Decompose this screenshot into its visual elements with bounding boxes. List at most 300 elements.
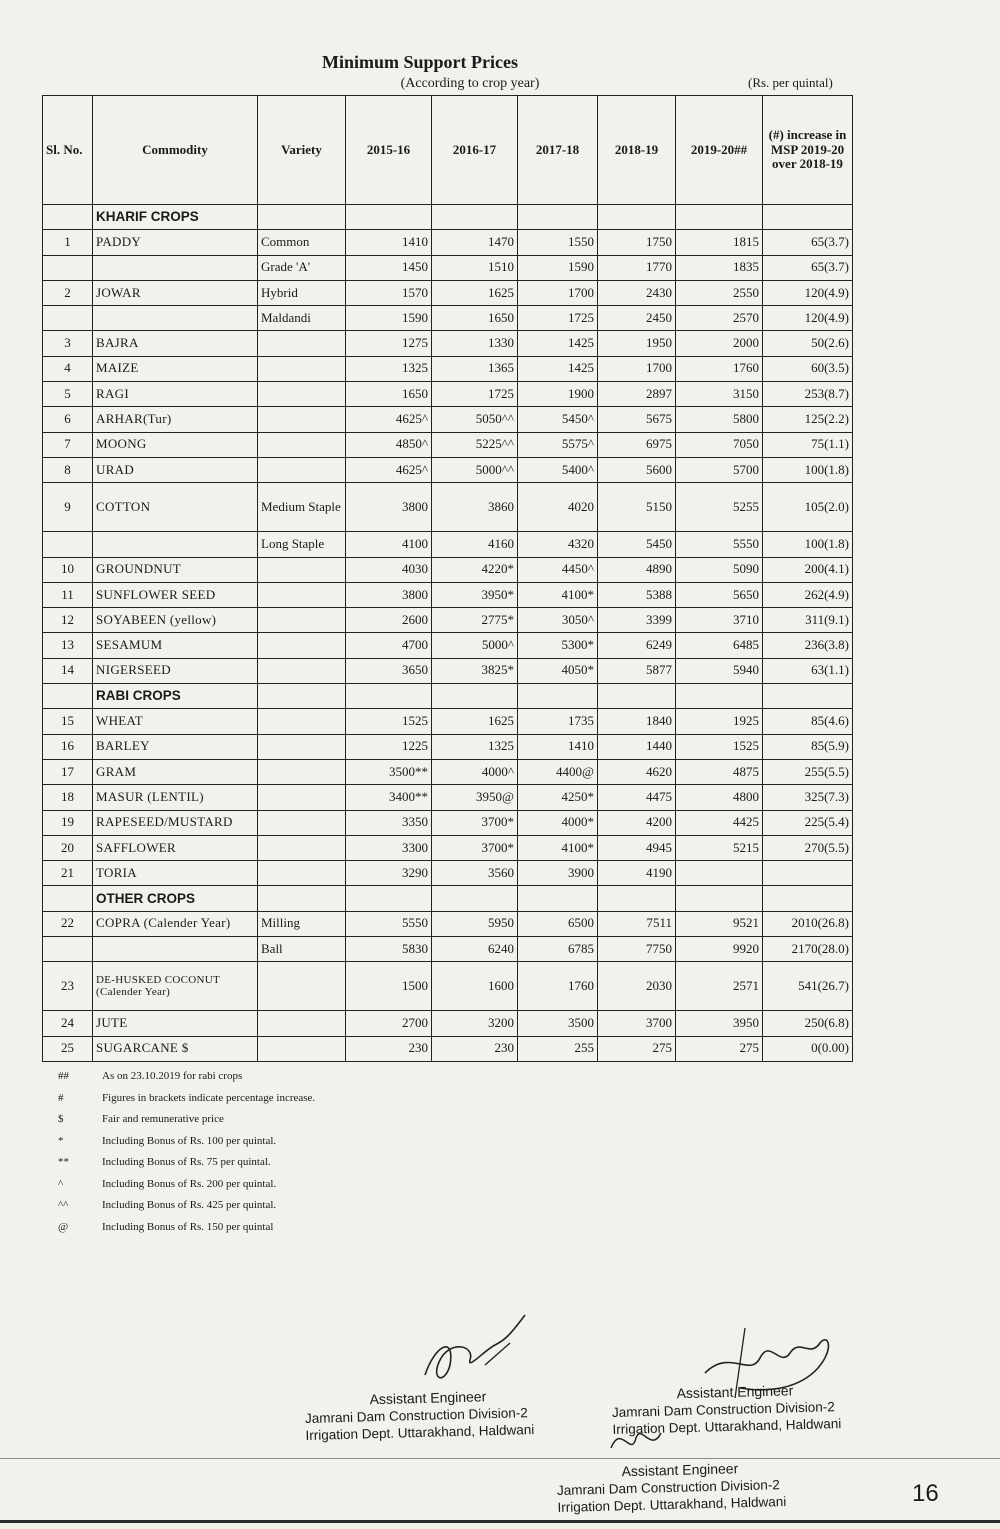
increase-cell: 250(6.8) [763, 1011, 853, 1036]
msp-2019-20-cell: 5090 [676, 557, 763, 582]
footnote-symbol: ## [58, 1070, 69, 1082]
table-header-row [43, 96, 853, 205]
page-title: Minimum Support Prices [322, 52, 518, 72]
footnote-symbol: ^^ [58, 1199, 69, 1211]
msp-2017-18-cell: 1590 [518, 255, 598, 280]
column-header: (#) increase in MSP 2019-20 over 2018-19 [763, 96, 853, 205]
commodity-cell: RAGI [93, 382, 258, 407]
msp-2017-18-cell: 4450^ [518, 557, 598, 582]
msp-2016-17-cell: 3950* [432, 582, 518, 607]
footnote-text: Fair and remunerative price [102, 1113, 224, 1125]
msp-2016-17-cell: 1365 [432, 356, 518, 381]
variety-cell [258, 582, 346, 607]
section-heading: OTHER CROPS [93, 886, 258, 911]
empty-cell [763, 684, 853, 709]
variety-cell [258, 331, 346, 356]
column-header: 2015-16 [346, 96, 432, 205]
variety-cell [258, 759, 346, 784]
msp-2017-18-cell: 1550 [518, 230, 598, 255]
msp-2018-19-cell: 5450 [598, 532, 676, 557]
variety-cell: Grade 'A' [258, 255, 346, 280]
msp-2017-18-cell: 3900 [518, 861, 598, 886]
variety-cell [258, 785, 346, 810]
variety-cell: Ball [258, 937, 346, 962]
msp-2018-19-cell: 4190 [598, 861, 676, 886]
msp-2019-20-cell: 2550 [676, 280, 763, 305]
sl-no-cell: 25 [43, 1036, 93, 1061]
msp-2016-17-cell: 3200 [432, 1011, 518, 1036]
msp-2015-16-cell: 3500** [346, 759, 432, 784]
msp-2015-16-cell: 3300 [346, 835, 432, 860]
msp-2015-16-cell: 1570 [346, 280, 432, 305]
sl-no-cell: 22 [43, 911, 93, 936]
msp-2017-18-cell: 1410 [518, 734, 598, 759]
msp-2019-20-cell: 1835 [676, 255, 763, 280]
commodity-cell: SUNFLOWER SEED [93, 582, 258, 607]
signature-block-3 [556, 1459, 786, 1516]
msp-2016-17-cell: 3700* [432, 835, 518, 860]
sl-no-cell: 19 [43, 810, 93, 835]
commodity-cell: GROUNDNUT [93, 557, 258, 582]
sl-no-cell: 20 [43, 835, 93, 860]
increase-cell: 0(0.00) [763, 1036, 853, 1061]
sl-no-cell: 24 [43, 1011, 93, 1036]
variety-cell [258, 457, 346, 482]
msp-2019-20-cell: 5550 [676, 532, 763, 557]
msp-2016-17-cell: 2775* [432, 608, 518, 633]
msp-2017-18-cell: 5300* [518, 633, 598, 658]
msp-2016-17-cell: 5950 [432, 911, 518, 936]
table-row [43, 835, 853, 860]
table-row [43, 734, 853, 759]
msp-2015-16-cell: 1500 [346, 962, 432, 1011]
table-row [43, 407, 853, 432]
variety-cell: Common [258, 230, 346, 255]
increase-cell: 262(4.9) [763, 582, 853, 607]
msp-2018-19-cell: 1770 [598, 255, 676, 280]
increase-cell: 120(4.9) [763, 280, 853, 305]
msp-2019-20-cell: 5700 [676, 457, 763, 482]
signature-title: Assistant Engineer [369, 1388, 487, 1408]
msp-2016-17-cell: 1330 [432, 331, 518, 356]
signature-line: Irrigation Dept. Uttarakhand, Haldwani [557, 1494, 787, 1515]
table-row [43, 331, 853, 356]
commodity-cell: NIGERSEED [93, 658, 258, 683]
msp-2018-19-cell: 4620 [598, 759, 676, 784]
msp-2017-18-cell: 3050^ [518, 608, 598, 633]
empty-cell [432, 886, 518, 911]
sl-no-cell [43, 306, 93, 331]
empty-cell [598, 886, 676, 911]
msp-2019-20-cell: 2570 [676, 306, 763, 331]
sl-no-cell: 7 [43, 432, 93, 457]
msp-2017-18-cell: 4000* [518, 810, 598, 835]
msp-2015-16-cell: 2600 [346, 608, 432, 633]
msp-2016-17-cell: 1725 [432, 382, 518, 407]
empty-cell [676, 205, 763, 230]
msp-2019-20-cell: 5800 [676, 407, 763, 432]
increase-cell: 270(5.5) [763, 835, 853, 860]
sl-no-cell: 17 [43, 759, 93, 784]
msp-2015-16-cell: 1525 [346, 709, 432, 734]
msp-2019-20-cell: 7050 [676, 432, 763, 457]
footnote-symbol: * [58, 1134, 64, 1147]
commodity-cell: URAD [93, 457, 258, 482]
table-row [43, 759, 853, 784]
empty-cell [598, 684, 676, 709]
footnote [58, 1156, 315, 1178]
msp-2017-18-cell: 4100* [518, 835, 598, 860]
commodity-cell: JUTE [93, 1011, 258, 1036]
msp-2018-19-cell: 4200 [598, 810, 676, 835]
increase-cell: 253(8.7) [763, 382, 853, 407]
sl-no-cell: 5 [43, 382, 93, 407]
msp-2018-19-cell: 1750 [598, 230, 676, 255]
page-subtitle: (According to crop year) [400, 76, 540, 91]
msp-2017-18-cell: 1735 [518, 709, 598, 734]
msp-2015-16-cell: 4100 [346, 532, 432, 557]
empty-cell [518, 684, 598, 709]
footnote-text: Figures in brackets indicate percentage increase. [102, 1091, 316, 1104]
msp-2018-19-cell: 7511 [598, 911, 676, 936]
commodity-cell: TORIA [93, 861, 258, 886]
sl-no-cell: 23 [43, 962, 93, 1011]
empty-cell [518, 205, 598, 230]
msp-2016-17-cell: 1625 [432, 280, 518, 305]
msp-2017-18-cell: 1725 [518, 306, 598, 331]
variety-cell [258, 810, 346, 835]
variety-cell: Milling [258, 911, 346, 936]
sl-no-cell: 13 [43, 633, 93, 658]
msp-2015-16-cell: 4850^ [346, 432, 432, 457]
sl-no-cell: 6 [43, 407, 93, 432]
footnote-text: Including Bonus of Rs. 75 per quintal. [102, 1156, 271, 1168]
msp-2019-20-cell: 1760 [676, 356, 763, 381]
footnote [58, 1199, 315, 1221]
empty-cell [432, 205, 518, 230]
msp-2019-20-cell: 1925 [676, 709, 763, 734]
msp-2015-16-cell: 1450 [346, 255, 432, 280]
increase-cell: 65(3.7) [763, 230, 853, 255]
variety-cell [258, 557, 346, 582]
commodity-cell [93, 255, 258, 280]
msp-2018-19-cell: 275 [598, 1036, 676, 1061]
empty-cell [258, 886, 346, 911]
table-row [43, 532, 853, 557]
column-header: Commodity [93, 96, 258, 205]
table-row [43, 557, 853, 582]
msp-2019-20-cell [676, 861, 763, 886]
sl-no-cell: 15 [43, 709, 93, 734]
msp-2015-16-cell: 1410 [346, 230, 432, 255]
footnote-text: As on 23.10.2019 for rabi crops [102, 1070, 243, 1082]
footnote [58, 1178, 315, 1200]
commodity-cell [93, 532, 258, 557]
msp-2018-19-cell: 4945 [598, 835, 676, 860]
footnote-symbol: # [58, 1091, 64, 1104]
increase-cell: 100(1.8) [763, 457, 853, 482]
variety-cell [258, 709, 346, 734]
divider-line [0, 1458, 1000, 1459]
msp-2016-17-cell: 5000^ [432, 633, 518, 658]
table-row [43, 1036, 853, 1061]
sl-no-cell: 3 [43, 331, 93, 356]
signature-block-1 [304, 1387, 534, 1444]
variety-cell [258, 734, 346, 759]
increase-cell: 200(4.1) [763, 557, 853, 582]
msp-2016-17-cell: 3950@ [432, 785, 518, 810]
variety-cell [258, 407, 346, 432]
page-number: 16 [912, 1480, 939, 1507]
msp-2015-16-cell: 4700 [346, 633, 432, 658]
sl-no-cell: 16 [43, 734, 93, 759]
empty-cell [43, 886, 93, 911]
msp-2018-19-cell: 6975 [598, 432, 676, 457]
table-row [43, 810, 853, 835]
signature-line: Jamrani Dam Construction Division-2 [611, 1399, 835, 1420]
commodity-cell: COTTON [93, 483, 258, 532]
empty-cell [258, 684, 346, 709]
variety-cell: Long Staple [258, 532, 346, 557]
msp-2015-16-cell: 3350 [346, 810, 432, 835]
msp-2018-19-cell: 2030 [598, 962, 676, 1011]
msp-2018-19-cell: 1440 [598, 734, 676, 759]
increase-cell: 65(3.7) [763, 255, 853, 280]
table-row [43, 432, 853, 457]
sl-no-cell: 10 [43, 557, 93, 582]
empty-cell [432, 684, 518, 709]
msp-2016-17-cell: 1650 [432, 306, 518, 331]
table-row [43, 1011, 853, 1036]
increase-cell: 120(4.9) [763, 306, 853, 331]
unit-label: (Rs. per quintal) [748, 75, 833, 90]
msp-2018-19-cell: 5388 [598, 582, 676, 607]
sl-no-cell: 11 [43, 582, 93, 607]
msp-2019-20-cell: 1525 [676, 734, 763, 759]
msp-2018-19-cell: 3399 [598, 608, 676, 633]
msp-table [42, 95, 853, 1062]
footnote-text: Including Bonus of Rs. 150 per quintal [102, 1220, 274, 1233]
footnote-text: Including Bonus of Rs. 425 per quintal. [102, 1199, 277, 1211]
footnote-symbol: ^ [58, 1177, 64, 1190]
footnote-symbol: ** [58, 1156, 69, 1168]
msp-2018-19-cell: 5600 [598, 457, 676, 482]
msp-2015-16-cell: 4625^ [346, 407, 432, 432]
variety-cell [258, 1011, 346, 1036]
msp-2018-19-cell: 5675 [598, 407, 676, 432]
msp-2017-18-cell: 4050* [518, 658, 598, 683]
msp-2017-18-cell: 4020 [518, 483, 598, 532]
sl-no-cell [43, 532, 93, 557]
commodity-cell: SUGARCANE $ [93, 1036, 258, 1061]
table-row [43, 255, 853, 280]
commodity-cell: MASUR (LENTIL) [93, 785, 258, 810]
msp-2017-18-cell: 6785 [518, 937, 598, 962]
column-header: 2019-20## [676, 96, 763, 205]
msp-2016-17-cell: 6240 [432, 937, 518, 962]
msp-2015-16-cell: 4030 [346, 557, 432, 582]
table-row [43, 230, 853, 255]
msp-2019-20-cell: 5215 [676, 835, 763, 860]
signature-title: Assistant Engineer [676, 1382, 794, 1402]
msp-2019-20-cell: 9521 [676, 911, 763, 936]
commodity-cell: ARHAR(Tur) [93, 407, 258, 432]
commodity-cell: SESAMUM [93, 633, 258, 658]
msp-2019-20-cell: 2000 [676, 331, 763, 356]
empty-cell [676, 684, 763, 709]
msp-2019-20-cell: 275 [676, 1036, 763, 1061]
msp-2019-20-cell: 3710 [676, 608, 763, 633]
msp-2016-17-cell: 1600 [432, 962, 518, 1011]
msp-2019-20-cell: 1815 [676, 230, 763, 255]
footnote-symbol: $ [58, 1113, 64, 1125]
commodity-cell [93, 306, 258, 331]
sl-no-cell: 8 [43, 457, 93, 482]
commodity-cell: JOWAR [93, 280, 258, 305]
variety-cell [258, 608, 346, 633]
msp-2018-19-cell: 5150 [598, 483, 676, 532]
signature-title: Assistant Engineer [621, 1460, 739, 1480]
increase-cell [763, 861, 853, 886]
variety-cell [258, 861, 346, 886]
msp-2016-17-cell: 5050^^ [432, 407, 518, 432]
footnote [58, 1092, 315, 1114]
msp-2018-19-cell: 5877 [598, 658, 676, 683]
table-row [43, 483, 853, 532]
footnote-text: Including Bonus of Rs. 100 per quintal. [102, 1134, 277, 1147]
section-row [43, 205, 853, 230]
msp-2018-19-cell: 3700 [598, 1011, 676, 1036]
empty-cell [763, 886, 853, 911]
variety-cell: Hybrid [258, 280, 346, 305]
variety-cell [258, 382, 346, 407]
commodity-cell: PADDY [93, 230, 258, 255]
table-row [43, 658, 853, 683]
msp-2019-20-cell: 5650 [676, 582, 763, 607]
msp-2019-20-cell: 5940 [676, 658, 763, 683]
msp-2017-18-cell: 5575^ [518, 432, 598, 457]
variety-cell [258, 356, 346, 381]
msp-2016-17-cell: 1510 [432, 255, 518, 280]
section-row [43, 886, 853, 911]
increase-cell: 105(2.0) [763, 483, 853, 532]
increase-cell: 311(9.1) [763, 608, 853, 633]
footnote [58, 1113, 315, 1135]
msp-2019-20-cell: 3150 [676, 382, 763, 407]
msp-2015-16-cell: 1650 [346, 382, 432, 407]
table-row [43, 306, 853, 331]
msp-2015-16-cell: 3800 [346, 483, 432, 532]
increase-cell: 325(7.3) [763, 785, 853, 810]
msp-2016-17-cell: 3825* [432, 658, 518, 683]
signature-line: Irrigation Dept. Uttarakhand, Haldwani [305, 1422, 535, 1443]
increase-cell: 75(1.1) [763, 432, 853, 457]
msp-2015-16-cell: 1225 [346, 734, 432, 759]
increase-cell: 2010(26.8) [763, 911, 853, 936]
msp-2015-16-cell: 4625^ [346, 457, 432, 482]
signature-block-2 [611, 1381, 841, 1438]
footnote-text: Including Bonus of Rs. 200 per quintal. [102, 1177, 277, 1190]
msp-2015-16-cell: 2700 [346, 1011, 432, 1036]
increase-cell: 541(26.7) [763, 962, 853, 1011]
msp-2018-19-cell: 4890 [598, 557, 676, 582]
section-heading: KHARIF CROPS [93, 205, 258, 230]
column-header: 2016-17 [432, 96, 518, 205]
msp-2015-16-cell: 5550 [346, 911, 432, 936]
msp-2017-18-cell: 255 [518, 1036, 598, 1061]
increase-cell: 50(2.6) [763, 331, 853, 356]
footnotes [58, 1070, 315, 1242]
msp-2016-17-cell: 5225^^ [432, 432, 518, 457]
signature-line: Irrigation Dept. Uttarakhand, Haldwani [612, 1416, 842, 1437]
table-row [43, 582, 853, 607]
footnote-symbol: @ [58, 1220, 69, 1233]
table-row [43, 633, 853, 658]
msp-2016-17-cell: 3560 [432, 861, 518, 886]
msp-2017-18-cell: 4100* [518, 582, 598, 607]
empty-cell [598, 205, 676, 230]
msp-2016-17-cell: 4000^ [432, 759, 518, 784]
commodity-cell: BAJRA [93, 331, 258, 356]
commodity-cell: BARLEY [93, 734, 258, 759]
table-row [43, 457, 853, 482]
commodity-cell [93, 937, 258, 962]
variety-cell: Medium Staple [258, 483, 346, 532]
empty-cell [346, 886, 432, 911]
variety-cell [258, 1036, 346, 1061]
msp-2015-16-cell: 3400** [346, 785, 432, 810]
column-header: 2017-18 [518, 96, 598, 205]
table-row [43, 785, 853, 810]
variety-cell [258, 962, 346, 1011]
sl-no-cell: 2 [43, 280, 93, 305]
commodity-cell: SOYABEEN (yellow) [93, 608, 258, 633]
msp-2016-17-cell: 4160 [432, 532, 518, 557]
table-row [43, 861, 853, 886]
footnote [58, 1070, 315, 1092]
msp-2017-18-cell: 1900 [518, 382, 598, 407]
increase-cell: 255(5.5) [763, 759, 853, 784]
column-header: Variety [258, 96, 346, 205]
msp-2019-20-cell: 2571 [676, 962, 763, 1011]
footnote [58, 1135, 315, 1157]
msp-2016-17-cell: 3700* [432, 810, 518, 835]
msp-2016-17-cell: 5000^^ [432, 457, 518, 482]
msp-2017-18-cell: 1425 [518, 331, 598, 356]
commodity-cell: DE-HUSKED COCONUT (Calender Year) [93, 962, 258, 1011]
section-heading: RABI CROPS [93, 684, 258, 709]
bottom-edge-line [0, 1520, 1000, 1523]
msp-2015-16-cell: 1275 [346, 331, 432, 356]
sl-no-cell: 12 [43, 608, 93, 633]
commodity-cell: MOONG [93, 432, 258, 457]
msp-2019-20-cell: 4425 [676, 810, 763, 835]
msp-2017-18-cell: 4250* [518, 785, 598, 810]
variety-cell [258, 633, 346, 658]
empty-cell [346, 684, 432, 709]
msp-2015-16-cell: 3290 [346, 861, 432, 886]
increase-cell: 125(2.2) [763, 407, 853, 432]
msp-2015-16-cell: 3650 [346, 658, 432, 683]
msp-2015-16-cell: 1325 [346, 356, 432, 381]
msp-2018-19-cell: 2450 [598, 306, 676, 331]
sl-no-cell [43, 255, 93, 280]
empty-cell [258, 205, 346, 230]
empty-cell [676, 886, 763, 911]
table-row [43, 608, 853, 633]
msp-2018-19-cell: 6249 [598, 633, 676, 658]
msp-2016-17-cell: 3860 [432, 483, 518, 532]
